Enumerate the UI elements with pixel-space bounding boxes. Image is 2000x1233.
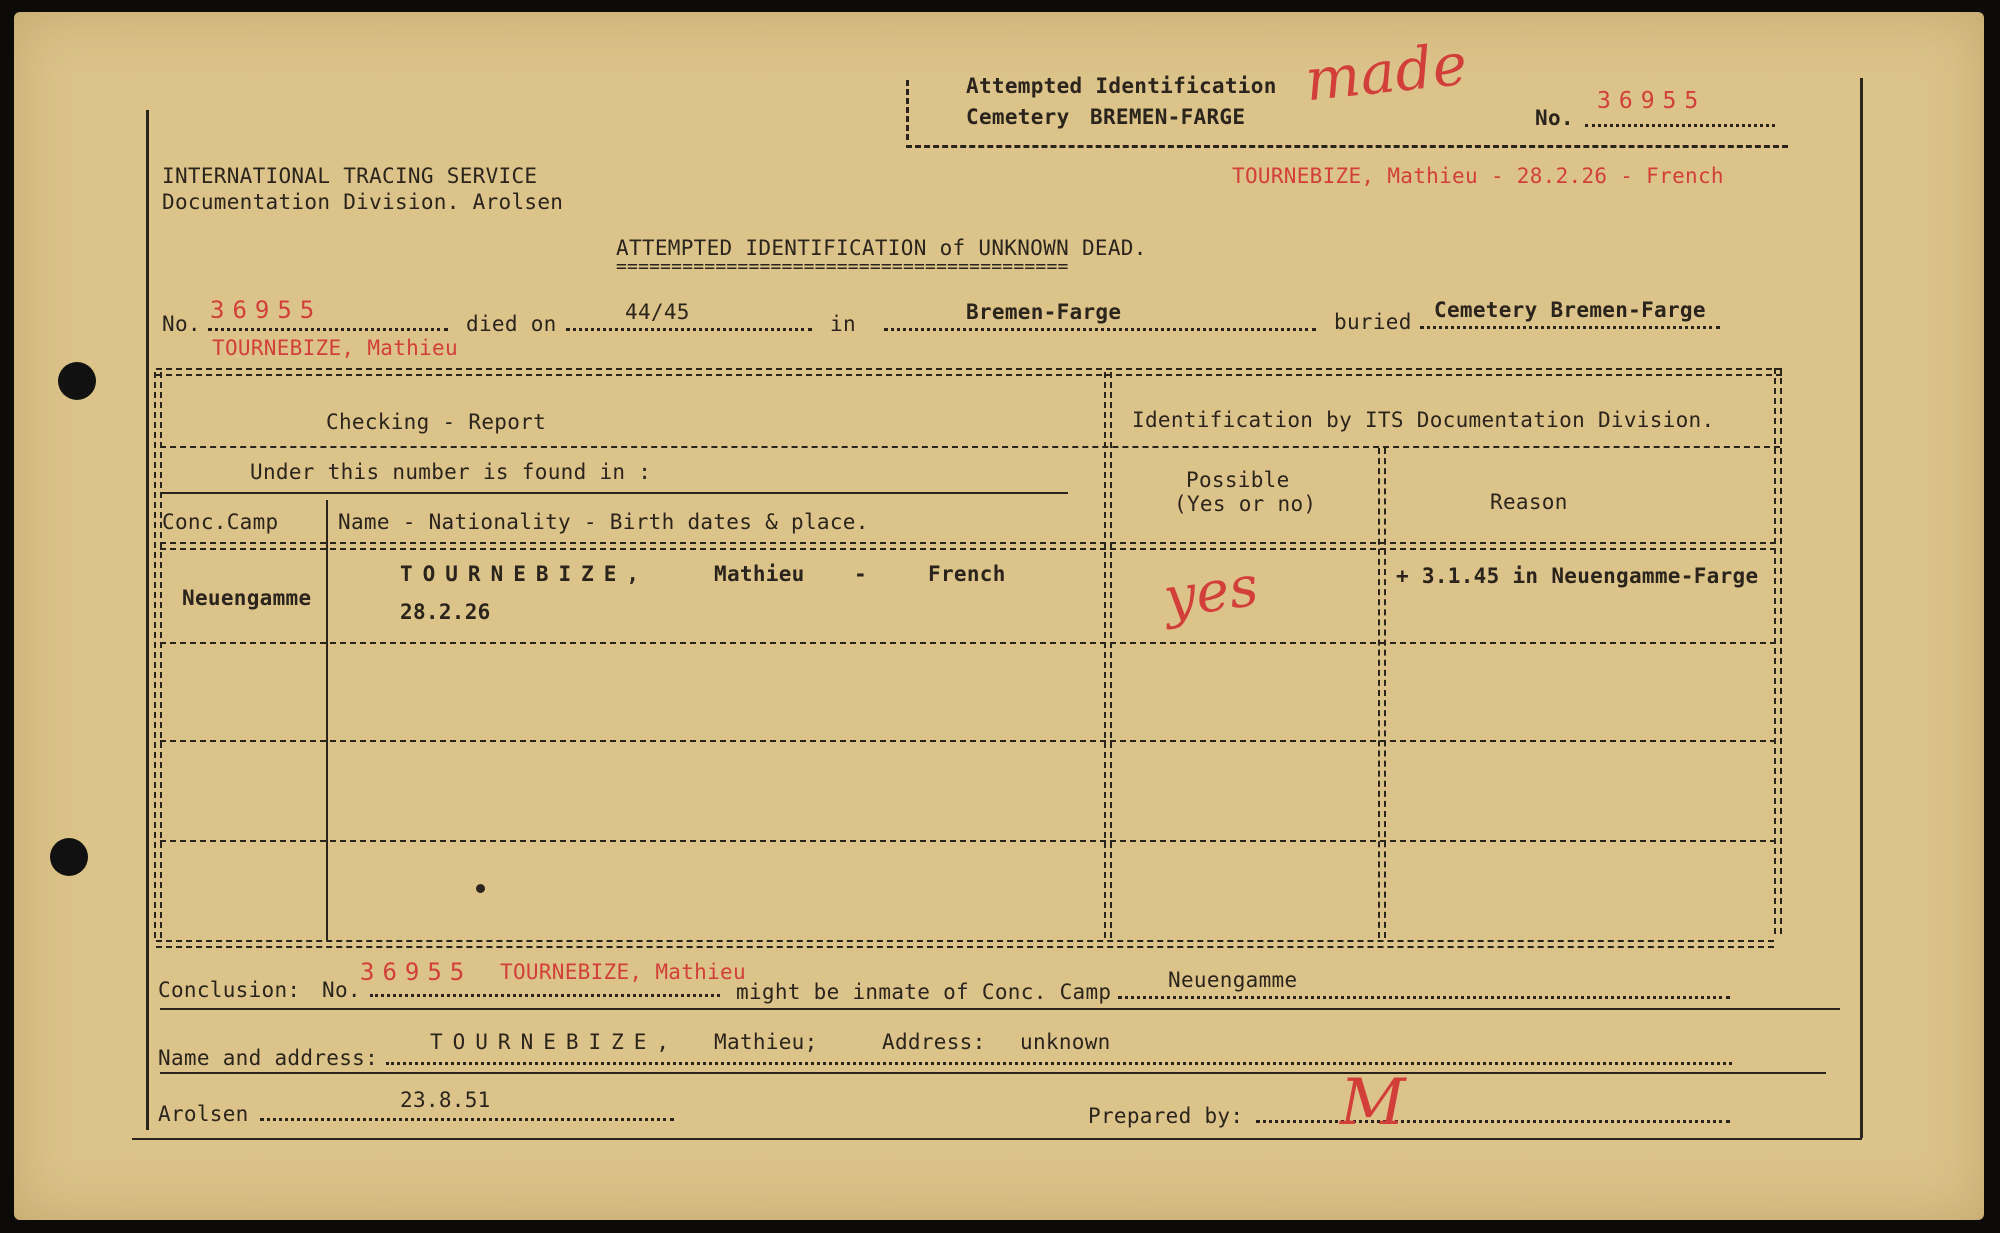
footer-place: Arolsen [158,1102,249,1126]
table-divider-possible-reason [1378,448,1386,938]
footer-date-dots [260,1118,674,1121]
name-address-label: Name and address: [158,1046,379,1070]
frame-bottom-line [132,1138,1862,1140]
org-line-2: Documentation Division. Arolsen [162,190,564,214]
frame-left-line [146,110,149,1130]
col-header-possible-1: Possible [1186,468,1290,492]
table-right-border [1774,368,1782,934]
footer-prepared-label: Prepared by: [1088,1104,1244,1128]
table-column-header-sep [160,542,1776,550]
punch-hole-bottom [50,838,88,876]
footer-signature: M [1340,1066,1406,1140]
row-dash: - [854,562,867,586]
conclusion-middle: might be inmate of Conc. Camp [736,980,1112,1004]
name-address-dots [386,1062,1732,1065]
row-surname: TOURNEBIZE, [400,562,650,586]
table-bottom-border [156,940,1774,948]
record-no-label: No. [162,312,201,336]
ink-dot [476,884,485,893]
table-divider-checking-ident [1104,372,1112,938]
footer-prepared-dots [1256,1120,1730,1123]
name-address-address-label: Address: [882,1030,986,1054]
conclusion-no-dots [370,994,720,997]
footer-date: 23.8.51 [400,1088,491,1112]
row-nationality: French [928,562,1006,586]
table-row-sep-3 [160,840,1776,842]
record-no-value: 36955 [210,296,323,324]
checking-report-header: Checking - Report [326,410,547,434]
conclusion-no-value: 36955 [360,958,473,986]
record-buried-label: buried [1334,310,1412,334]
header-box-no-label: No. [1535,106,1574,130]
record-name-red: TOURNEBIZE, Mathieu [212,336,458,360]
frame-right-line [1860,78,1863,1138]
header-box-bottom-edge [906,145,1788,148]
header-box-no-dots [1585,124,1775,127]
header-box-cemetery-value: BREMEN-FARGE [1090,105,1246,129]
conclusion-rule [160,1008,1840,1010]
row-birthdate: 28.2.26 [400,600,491,624]
under-number-underline [160,492,1068,494]
table-top-border [156,368,1782,376]
identification-header: Identification by ITS Documentation Division. [1132,408,1715,432]
document-title-underline: ========================================= [616,256,1069,277]
row-firstname: Mathieu [714,562,805,586]
table-header-sep [160,446,1780,448]
record-buried-dots [1420,326,1720,329]
record-buried-value: Cemetery Bremen-Farge [1434,298,1706,322]
table-divider-camp-name [326,500,328,940]
conclusion-camp: Neuengamme [1168,968,1298,992]
row-possible-handwritten: yes [1159,553,1263,632]
conclusion-camp-dots [1118,996,1730,999]
row-camp: Neuengamme [182,586,312,610]
name-address-firstname: Mathieu; [714,1030,818,1054]
conclusion-no-label: No. [322,978,361,1002]
col-header-possible-2: (Yes or no) [1174,492,1317,516]
name-address-surname: TOURNEBIZE, [430,1030,680,1054]
record-in-dots [884,328,1316,331]
table-left-border [154,372,162,938]
conclusion-name-red: TOURNEBIZE, Mathieu [500,960,746,984]
col-header-name: Name - Nationality - Birth dates & place. [338,510,869,534]
record-in-label: in [830,312,856,336]
record-in-value: Bremen-Farge [966,300,1122,324]
header-box-title: Attempted Identification [966,74,1277,98]
document-title: ATTEMPTED IDENTIFICATION of UNKNOWN DEAD. [616,236,1147,260]
name-address-rule [160,1072,1826,1074]
header-box-left-edge [906,80,909,140]
under-number-text: Under this number is found in : [250,460,652,484]
record-no-dots [208,328,448,331]
table-row-sep-1 [160,642,1776,644]
handwritten-made: made [1301,29,1471,115]
header-box-cemetery-label: Cemetery [966,105,1070,129]
record-died-dots [566,328,812,331]
row-reason: + 3.1.45 in Neuengamme-Farge [1396,564,1759,588]
red-header-line: TOURNEBIZE, Mathieu - 28.2.26 - French [1232,164,1724,188]
table-row-sep-2 [160,740,1776,742]
record-died-label: died on [466,312,557,336]
header-box-no-value: 36955 [1597,88,1707,114]
record-died-value: 44/45 [625,300,690,324]
col-header-conc-camp: Conc.Camp [162,510,279,534]
conclusion-label: Conclusion: [158,978,301,1002]
org-line-1: INTERNATIONAL TRACING SERVICE [162,164,538,188]
col-header-reason: Reason [1490,490,1568,514]
punch-hole-top [58,362,96,400]
name-address-address-value: unknown [1020,1030,1111,1054]
